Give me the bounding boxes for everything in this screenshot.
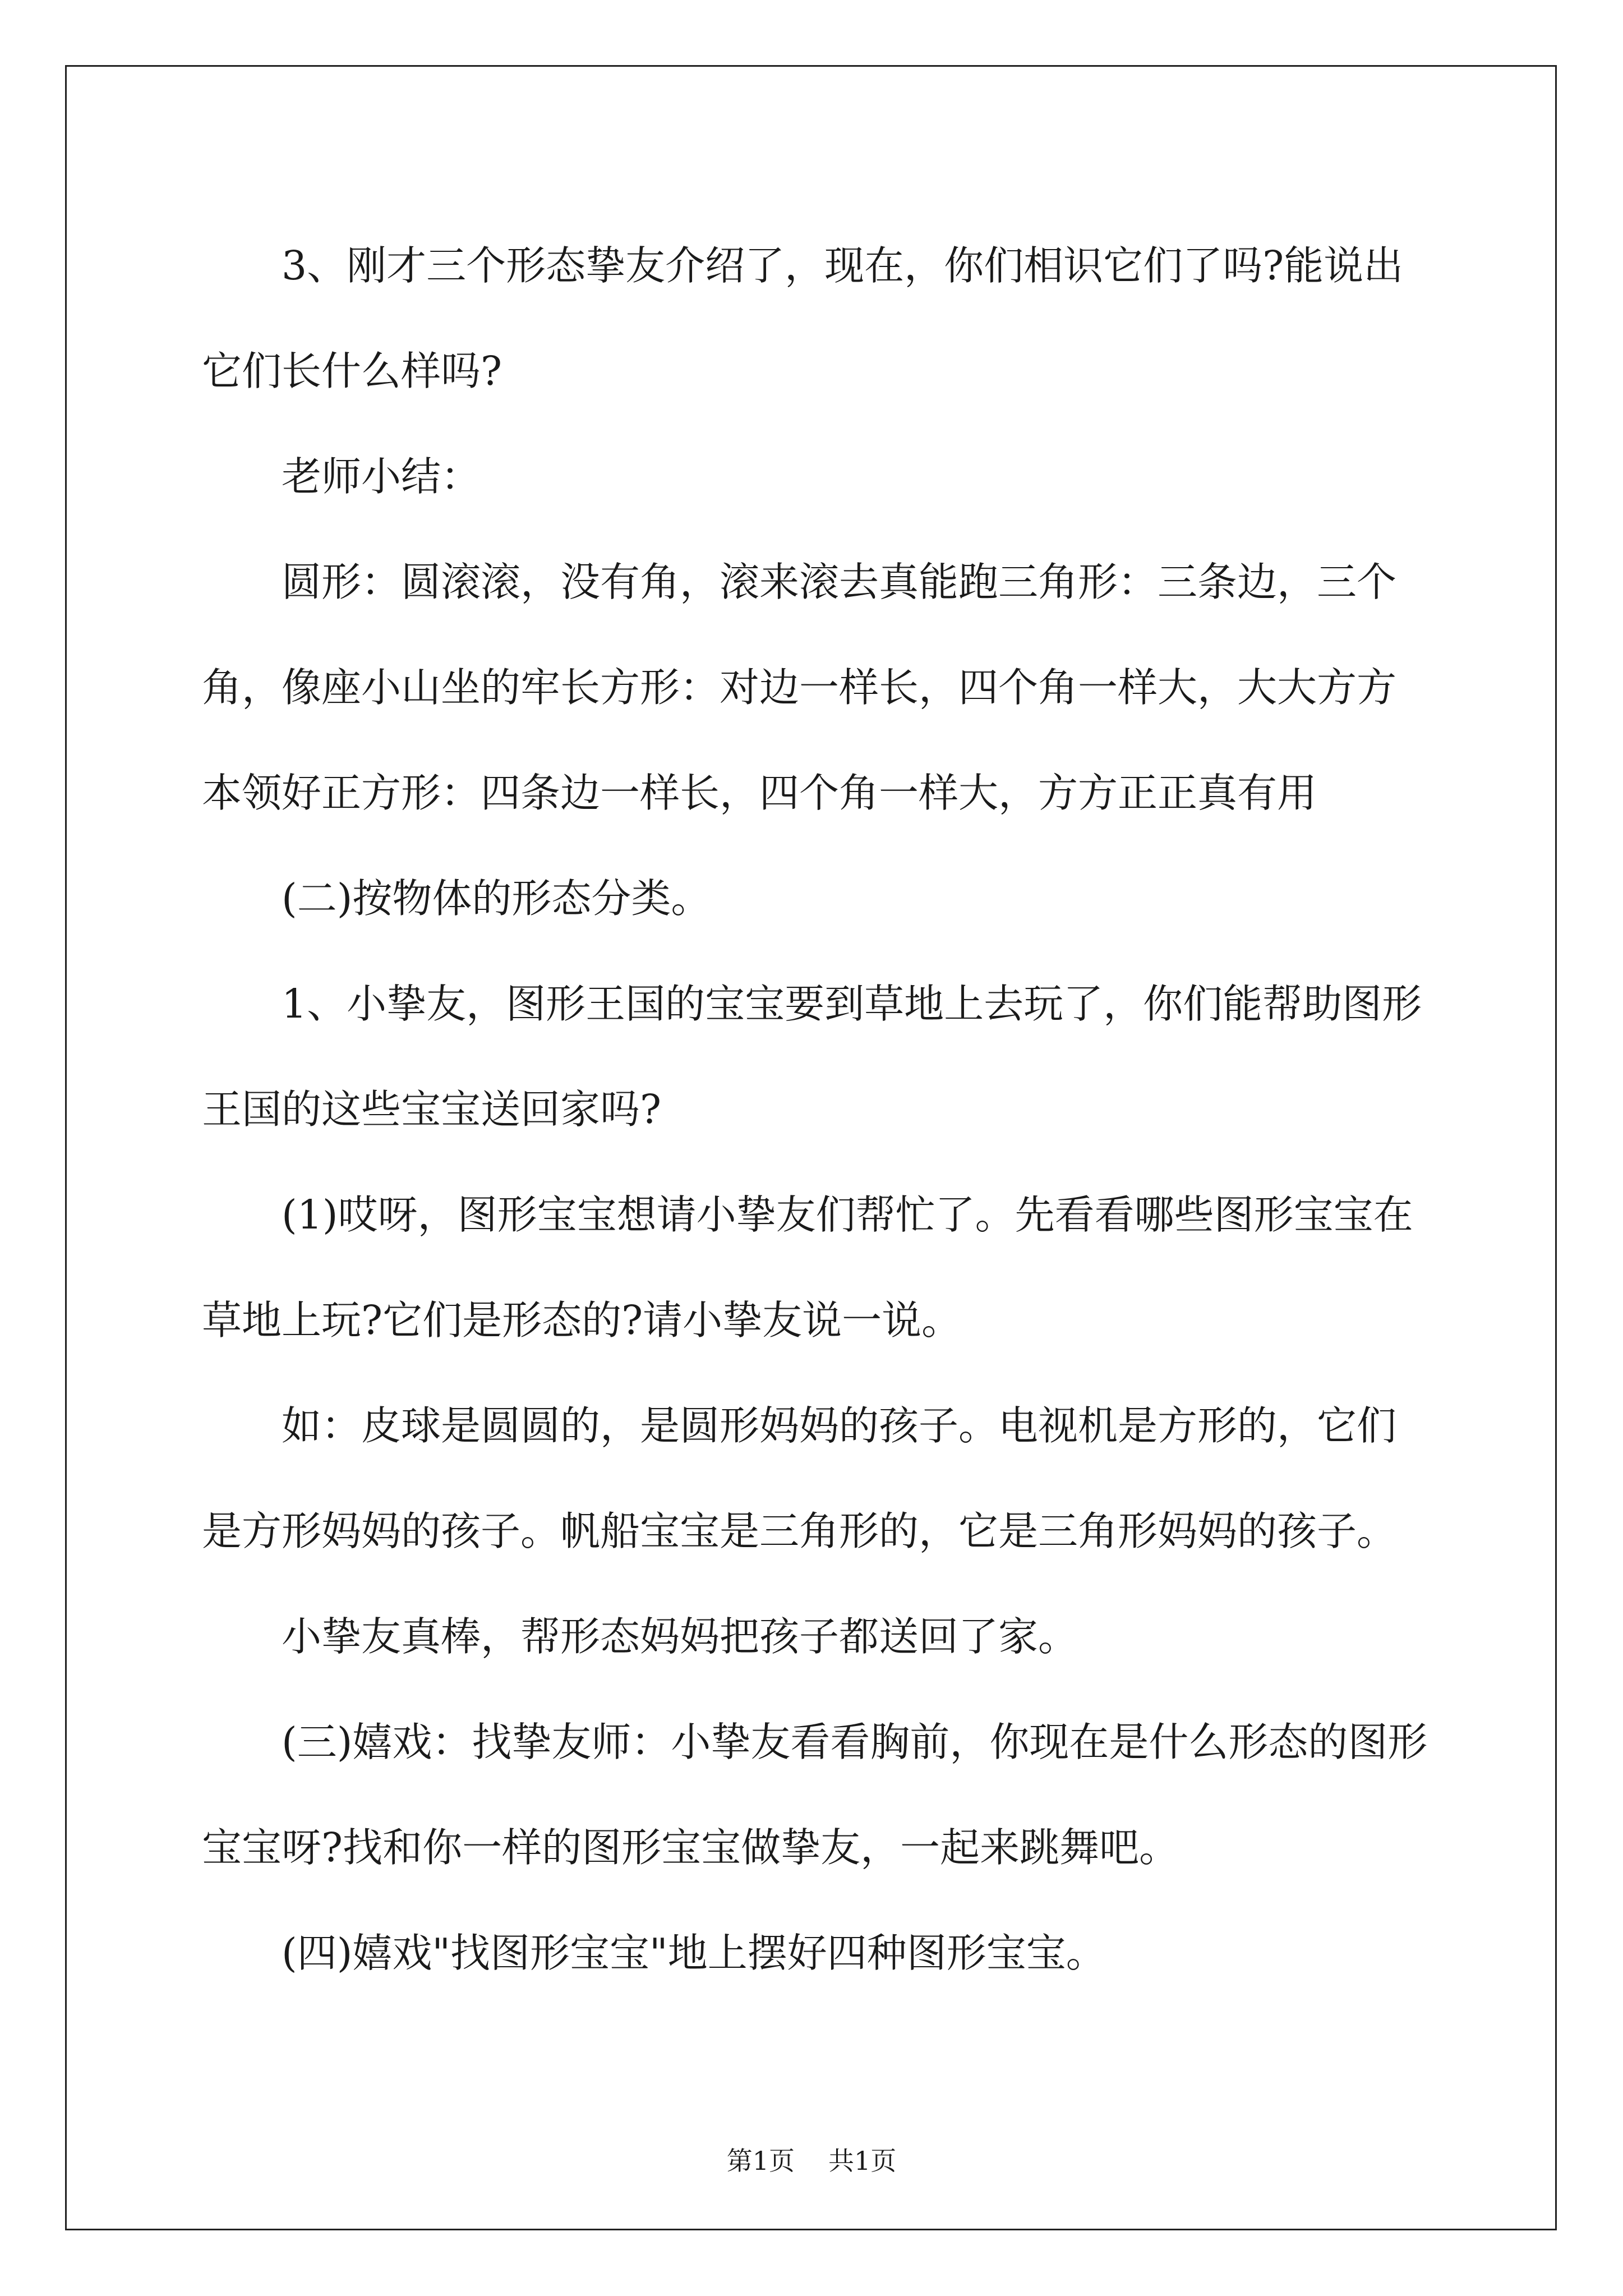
page-number: 第1页 [726,2146,795,2176]
page-total: 共1页 [828,2146,897,2176]
paragraph: 老师小结： [282,453,481,500]
paragraph: 圆形：圆滚滚，没有角，滚来滚去真能跑三角形：三条边，三个角，像座小山坐的牢长方形：对边一样长，四个角一样大，大大方方本领好正方形：四条边一样长，四个角一样大，方方正正真有用 [202,559,1397,816]
paragraph: (三)嬉戏：找挚友师：小挚友看看胸前，你现在是什么形态的图形宝宝呀?找和你一样的图形宝宝做挚友，一起来跳舞吧。 [202,1719,1428,1871]
paragraph: 如：皮球是圆圆的，是圆形妈妈的孩子。电视机是方形的，它们是方形妈妈的孩子。帆船宝宝是三角形的，它是三角形妈妈的孩子。 [202,1402,1397,1554]
paragraph: (四)嬉戏"找图形宝宝"地上摆好四种图形宝宝。 [282,1930,1106,1976]
paragraph: 3、刚才三个形态挚友介绍了，现在，你们相识它们了吗?能说出它们长什么样吗? [202,242,1404,394]
paragraph: 小挚友真棒，帮形态妈妈把孩子都送回了家。 [282,1613,1078,1660]
document-body [202,213,1436,2006]
paragraph: (二)按物体的形态分类。 [282,875,711,922]
paragraph: 1、小挚友，图形王国的宝宝要到草地上去玩了，你们能帮助图形王国的这些宝宝送回家吗? [202,981,1422,1133]
page-footer [0,2144,1623,2178]
paragraph: (1)哎呀，图形宝宝想请小挚友们帮忙了。先看看哪些图形宝宝在草地上玩?它们是形态的?请小挚友说一说。 [202,1191,1413,1343]
